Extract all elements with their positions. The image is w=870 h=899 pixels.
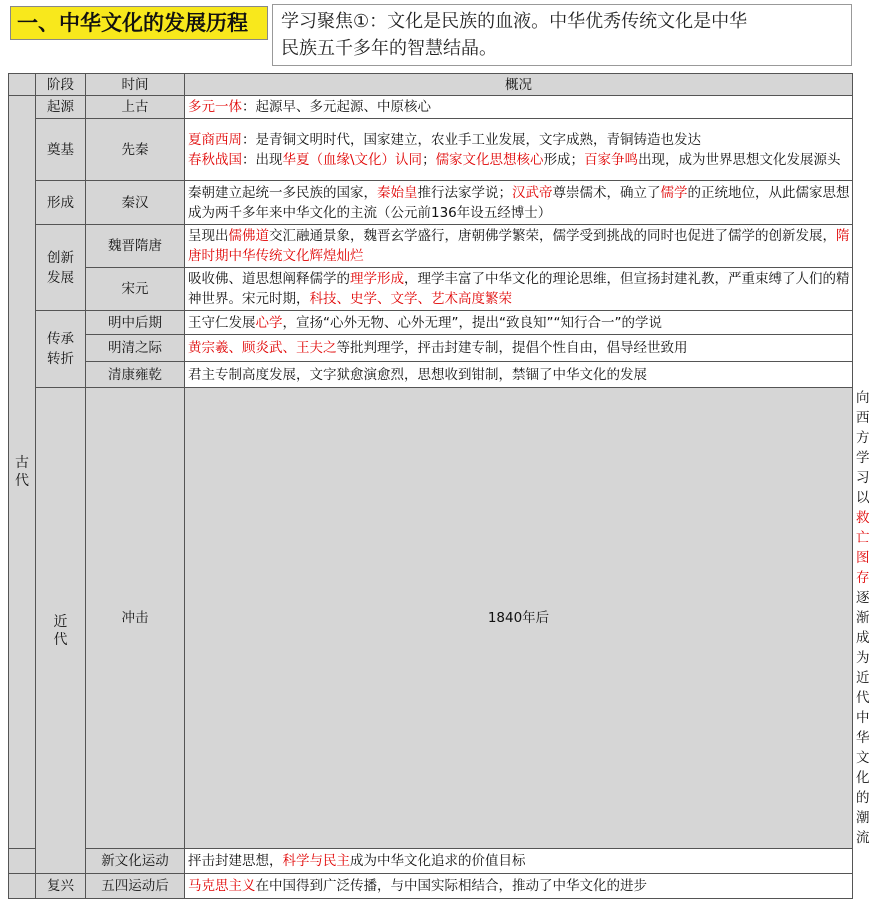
overview-text: 逐渐成为近代中华文化的潮流 <box>856 590 870 846</box>
era-modern <box>36 388 86 874</box>
period-cell: 五四运动后 <box>86 874 185 899</box>
period-cell: 新文化运动 <box>86 849 185 874</box>
stage-cell: 形成 <box>36 181 86 225</box>
overview-text: 交汇融通景象，魏晋玄学盛行，唐朝佛学繁荣，儒学受到挑战的同时也促进了儒学的创新发展， <box>269 228 836 244</box>
overview-text: 成为中华文化追求的价值目标 <box>350 853 526 869</box>
highlight-text: 多元一体 <box>188 99 242 115</box>
header-stage: 阶段 <box>36 74 86 96</box>
era-modern-char-2: 代 <box>53 631 68 648</box>
table-row <box>9 362 853 388</box>
table-row <box>9 388 853 849</box>
period-cell: 魏晋隋唐 <box>86 225 185 268</box>
highlight-text: 秦始皇 <box>377 184 418 201</box>
overview-cell <box>185 311 853 335</box>
header-row <box>9 74 853 96</box>
era-ancient-char-1: 古 <box>15 455 29 471</box>
overview-text: ，理学丰富了中华文化的理论思维，但宣扬封建礼教，严重束缚了人们的精神世界。宋元时期， <box>188 271 850 307</box>
overview-cell <box>185 225 853 268</box>
section-title: 一、中华文化的发展历程 <box>10 6 268 40</box>
overview-text: 在中国得到广泛传播，与中国实际相结合，推动了中华文化的进步 <box>255 878 647 894</box>
overview-text: ：起源早、多元起源、中原核心 <box>242 99 431 115</box>
focus-line-1: 学习聚焦①：文化是民族的血液。中华优秀传统文化是中华 <box>281 11 748 32</box>
overview-text: 抨击封建思想， <box>188 853 283 869</box>
highlight-text: 夏商西周 <box>188 131 242 148</box>
era-ancient <box>9 96 36 849</box>
table-row <box>9 119 853 181</box>
overview-text: 推行法家学说； <box>417 184 512 201</box>
stage-cell: 传承转折 <box>36 311 86 388</box>
overview-cell <box>185 849 853 874</box>
table-row <box>9 849 853 874</box>
overview-text: 形成； <box>543 151 585 168</box>
stage-cell: 复兴 <box>36 874 86 899</box>
table-row <box>9 181 853 225</box>
stage-cell <box>9 849 36 874</box>
highlight-text: 隋唐时期中华传统文化辉煌灿烂 <box>188 228 850 264</box>
overview-text: 等批判理学，抨击封建专制，提倡个性自由，倡导经世致用 <box>336 340 688 356</box>
overview-text: 君主专制高度发展，文字狱愈演愈烈，思想收到钳制，禁锢了中华文化的发展 <box>188 366 647 383</box>
table-row <box>9 268 853 311</box>
period-cell: 先秦 <box>86 119 185 181</box>
table-row <box>9 874 853 899</box>
overview-text: ：出现 <box>242 151 283 168</box>
header-overview: 概况 <box>185 74 853 96</box>
highlight-text: 儒学 <box>660 184 688 201</box>
highlight-text: 科技、史学、文学、艺术高度繁荣 <box>309 291 512 307</box>
highlight-text: 救亡图存 <box>856 510 870 586</box>
highlight-text: 汉武帝 <box>512 184 553 201</box>
overview-text: 的正统地位，从此儒家思想成为两千多年来中华文化的主流（公元前136年设五经博士） <box>188 184 850 221</box>
highlight-text: 百家争鸣 <box>584 151 639 168</box>
period-cell: 1840年后 <box>185 388 853 849</box>
overview-text: 出现，成为世界思想文化发展源头 <box>638 151 841 168</box>
highlight-text: 儒家文化思想核心 <box>435 151 544 168</box>
overview-text: 吸收佛、道思想阐释儒学的 <box>188 271 350 287</box>
overview-cell <box>185 96 853 119</box>
header-period: 时间 <box>86 74 185 96</box>
period-cell: 上古 <box>86 96 185 119</box>
overview-text: ； <box>422 151 436 168</box>
highlight-text: 春秋战国 <box>188 151 242 168</box>
overview-text: ，宣扬“心外无物、心外无理”，提出“致良知”“知行合一”的学说 <box>282 314 662 331</box>
overview-text: 呈现出 <box>188 228 229 244</box>
period-cell: 明清之际 <box>86 335 185 362</box>
overview-cell <box>185 268 853 311</box>
culture-history-table <box>8 73 870 899</box>
focus-line-2: 民族五千多年的智慧结晶。 <box>281 38 497 59</box>
era-ancient-char-2: 代 <box>15 473 29 489</box>
overview-cell <box>185 335 853 362</box>
stage-cell: 创新发展 <box>36 225 86 311</box>
learning-focus-box <box>272 4 852 66</box>
overview-cell <box>185 119 853 181</box>
overview-text: 秦朝建立起统一多民族的国家， <box>188 184 377 201</box>
stage-cell: 奠基 <box>36 119 86 181</box>
overview-text: 尊崇儒术，确立了 <box>552 184 661 201</box>
highlight-text: 马克思主义 <box>188 878 256 894</box>
table-row <box>9 96 853 119</box>
period-cell: 明中后期 <box>86 311 185 335</box>
period-cell: 宋元 <box>86 268 185 311</box>
era-blank <box>9 874 36 899</box>
highlight-text: 科学与民主 <box>282 853 350 869</box>
table-row <box>9 335 853 362</box>
period-cell: 清康雍乾 <box>86 362 185 388</box>
highlight-text: 华夏（血缘\文化）认同 <box>282 151 423 168</box>
stage-cell: 冲击 <box>86 388 185 849</box>
overview-text: 向西方学习以 <box>856 390 870 506</box>
overview-cell <box>185 874 853 899</box>
overview-cell <box>185 181 853 225</box>
period-cell: 秦汉 <box>86 181 185 225</box>
overview-text: 王守仁发展 <box>188 314 256 331</box>
header-era <box>9 74 36 96</box>
stage-cell: 起源 <box>36 96 86 119</box>
table-row <box>9 311 853 335</box>
overview-text: ：是青铜文明时代，国家建立，农业手工业发展，文字成熟，青铜铸造也发达 <box>242 131 701 148</box>
table-row <box>9 225 853 268</box>
era-modern-char-1: 近 <box>53 613 68 630</box>
highlight-text: 黄宗羲、顾炎武、王夫之 <box>188 340 337 356</box>
overview-cell <box>185 362 853 388</box>
highlight-text: 理学形成 <box>350 271 404 287</box>
highlight-text: 心学 <box>255 314 283 331</box>
highlight-text: 儒佛道 <box>228 228 269 244</box>
